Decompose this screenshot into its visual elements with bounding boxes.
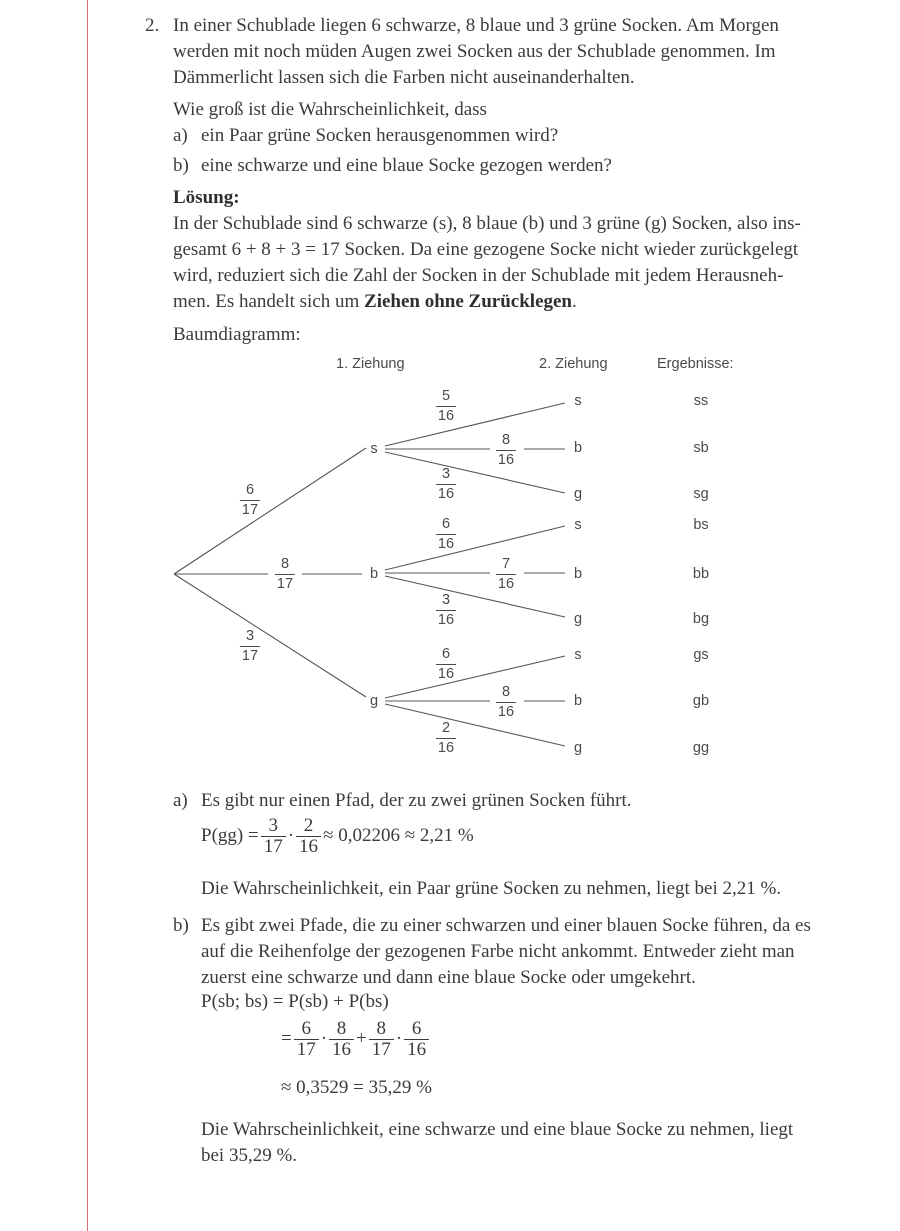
part-label: b)	[173, 155, 189, 176]
part-label: a)	[173, 125, 188, 146]
fraction-sg: 3 16	[437, 466, 455, 502]
node-second: s	[574, 517, 582, 533]
node-first-g: g	[369, 693, 379, 709]
solution-line: wird, reduziert sich die Zahl der Socken in der Schublade mit jedem Herausneh-	[173, 265, 784, 286]
solution-heading: Lösung:	[173, 187, 240, 208]
fraction-bs: 6 16	[437, 516, 455, 552]
fraction-ss: 5 16	[437, 388, 455, 424]
result-gg: gg	[692, 740, 710, 756]
result-ss: ss	[693, 393, 709, 409]
answer-text: Es gibt zwei Pfade, die zu einer schwarzen und einer blauen Socke führen, da es	[201, 915, 811, 936]
answer-label: a)	[173, 790, 188, 811]
node-second: b	[573, 566, 583, 582]
fraction-first-g: 3 17	[241, 628, 259, 664]
intro-line: werden mit noch müden Augen zwei Socken aus der Schublade genommen. Im	[173, 41, 776, 62]
header-second-draw: 2. Ziehung	[539, 356, 608, 372]
solution-line: In der Schublade sind 6 schwarze (s), 8 blaue (b) und 3 grüne (g) Socken, also ins-	[173, 213, 801, 234]
conclusion-a: Die Wahrscheinlichkeit, ein Paar grüne Socken zu nehmen, liegt bei 2,21 %.	[201, 878, 782, 899]
node-second: s	[574, 393, 582, 409]
conclusion-b: Die Wahrscheinlichkeit, eine schwarze und eine blaue Socke zu nehmen, liegt	[201, 1119, 794, 1140]
formula-result: ≈ 0,3529 = 35,29 %	[281, 1077, 432, 1098]
diagram-label: Baumdiagramm:	[173, 324, 301, 345]
solution-line: gesamt 6 + 8 + 3 = 17 Socken. Da eine gezogene Socke nicht wieder zurückgelegt	[173, 239, 799, 260]
header-first-draw: 1. Ziehung	[336, 356, 405, 372]
fraction-gg: 2 16	[437, 720, 455, 756]
node-second: g	[573, 486, 583, 502]
node-first-s: s	[370, 441, 378, 457]
formula-product-sum: = 6 17 · 8 16 + 8 17 · 6 16	[281, 1019, 431, 1060]
result-sg: sg	[693, 486, 709, 502]
result-bs: bs	[693, 517, 709, 533]
fraction-first-s: 6 17	[241, 482, 259, 518]
exercise-number: 2.	[145, 15, 160, 36]
result-gb: gb	[692, 693, 710, 709]
result-bg: bg	[692, 611, 710, 627]
conclusion-b: bei 35,29 %.	[201, 1145, 298, 1166]
intro-line: Dämmerlicht lassen sich die Farben nicht auseinanderhalten.	[173, 67, 635, 88]
result-gs: gs	[693, 647, 709, 663]
fraction-bb: 7 16	[497, 556, 515, 592]
node-second: g	[573, 611, 583, 627]
formula-p-gg: P(gg) = 3 17 · 2 16 ≈ 0,02206 ≈ 2,21 %	[201, 815, 474, 857]
node-first-b: b	[369, 566, 379, 582]
header-results: Ergebnisse:	[657, 356, 734, 372]
node-second: s	[574, 647, 582, 663]
fraction-gb: 8 16	[497, 684, 515, 720]
answer-label: b)	[173, 915, 189, 936]
fraction-sb: 8 16	[497, 432, 515, 468]
node-second: b	[573, 693, 583, 709]
result-sb: sb	[693, 440, 709, 456]
answer-text: Es gibt nur einen Pfad, der zu zwei grünen Socken führt.	[201, 790, 632, 811]
answer-text: zuerst eine schwarze und dann eine blaue Socke oder umgekehrt.	[201, 967, 696, 988]
intro-line: In einer Schublade liegen 6 schwarze, 8 blaue und 3 grüne Socken. Am Morgen	[173, 15, 779, 36]
part-text: ein Paar grüne Socken herausgenommen wird?	[201, 125, 559, 146]
question-text: Wie groß ist die Wahrscheinlichkeit, dass	[173, 99, 487, 120]
formula-p-sb-bs: P(sb; bs) = P(sb) + P(bs)	[201, 991, 389, 1012]
part-text: eine schwarze und eine blaue Socke gezogen werden?	[201, 155, 612, 176]
fraction-gs: 6 16	[437, 646, 455, 682]
answer-text: auf die Reihenfolge der gezogenen Farbe nicht ankommt. Entweder zieht man	[201, 941, 795, 962]
fraction-first-b: 8 17	[276, 556, 294, 592]
node-second: b	[573, 440, 583, 456]
fraction-bg: 3 16	[437, 592, 455, 628]
result-bb: bb	[692, 566, 710, 582]
solution-line: men. Es handelt sich um Ziehen ohne Zurücklegen.	[173, 291, 577, 312]
node-second: g	[573, 740, 583, 756]
emphasis-ziehen-ohne-zuruecklegen: Ziehen ohne Zurücklegen	[364, 291, 573, 312]
